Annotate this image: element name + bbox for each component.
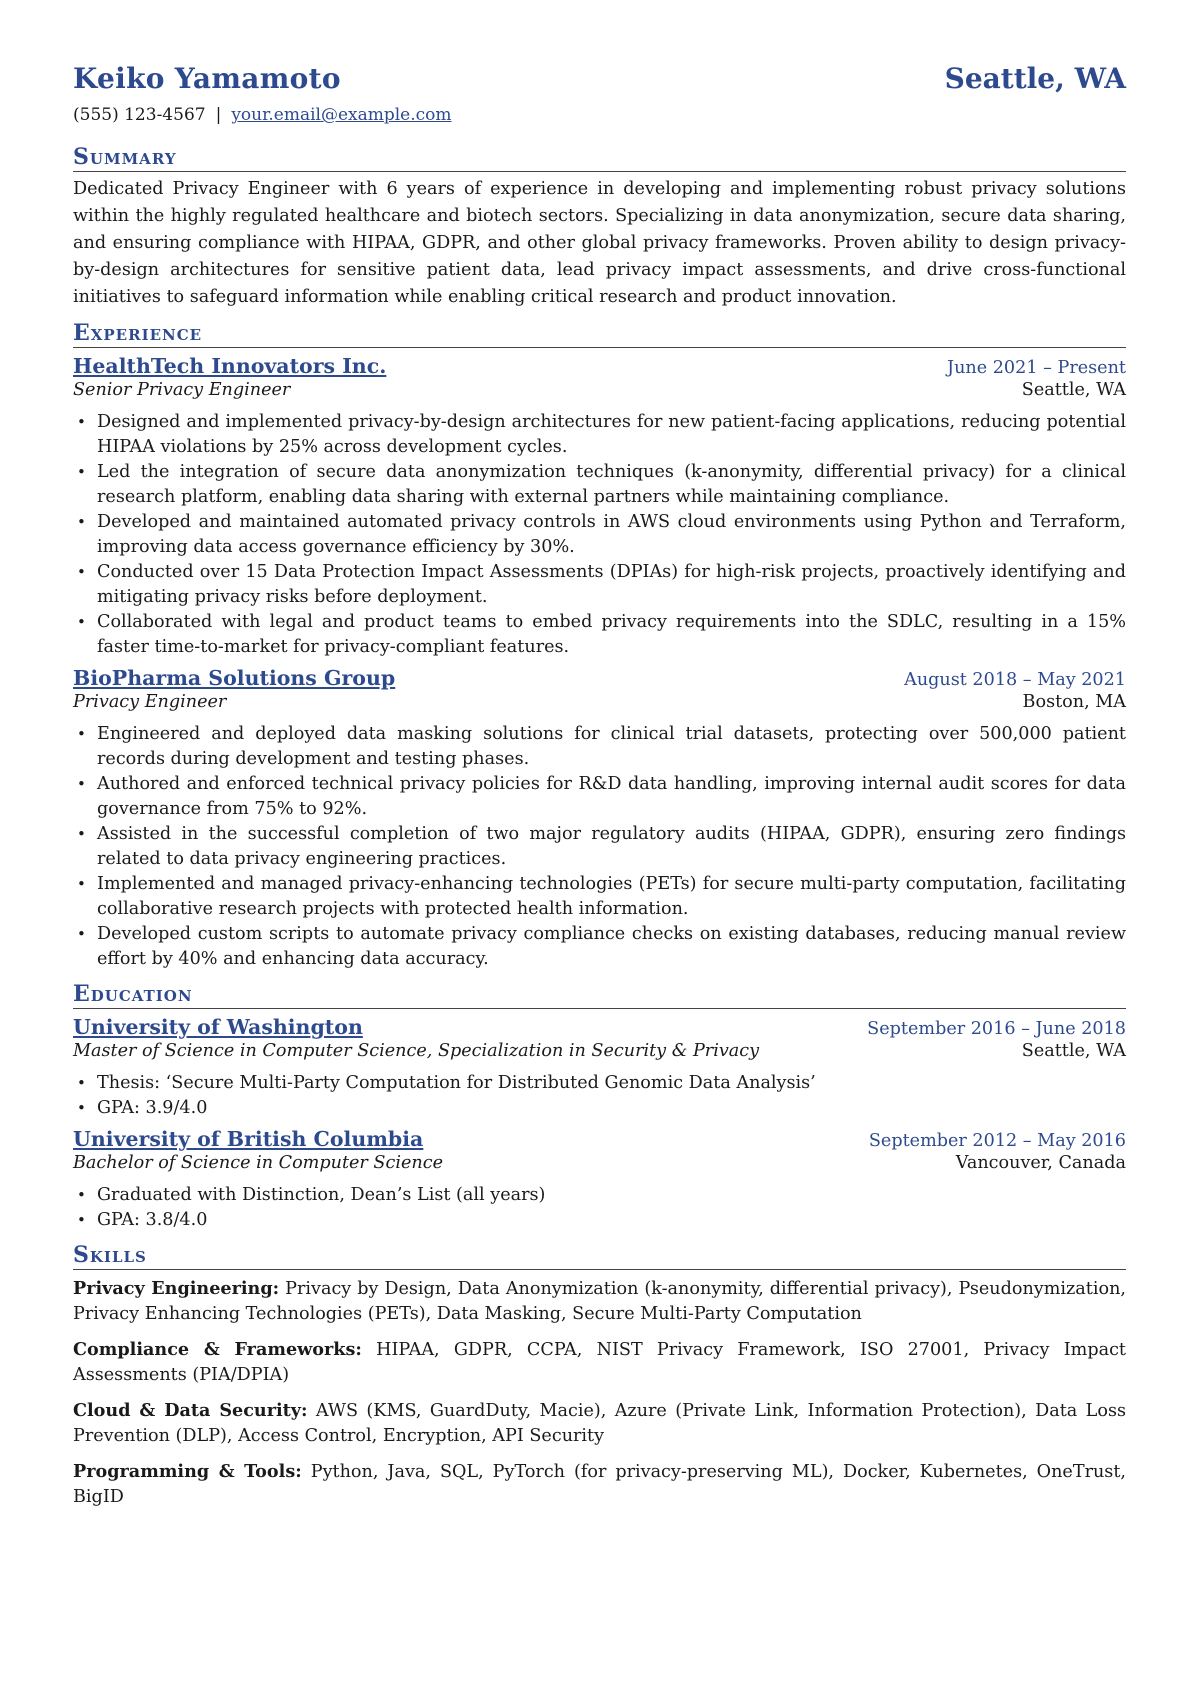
school-link[interactable]: University of British Columbia [73, 1127, 424, 1151]
skill-category: Compliance & Frameworks: [73, 1339, 362, 1360]
skill-category: Cloud & Data Security: [73, 1400, 308, 1421]
skills-list [73, 1276, 1126, 1510]
list-item: • Collaborated with legal and product teams to embed privacy requirements into the SDLC, resulting in a 15% faster time-to-market for privacy-compliant features. [73, 610, 1126, 660]
list-item: • GPA: 3.9/4.0 [73, 1096, 1126, 1121]
skill-row [73, 1398, 1126, 1449]
skill-items: Privacy by Design, Data Anonymization (k-anonymity, differential privacy), Pseudonymization, Privacy Enhancing Technologies (PETs), Data Masking, Secure Multi-Party Computation [73, 1279, 1127, 1324]
employer-link[interactable]: BioPharma Solutions Group [73, 666, 396, 690]
skill-items: HIPAA, GDPR, CCPA, NIST Privacy Framework, ISO 27001, Privacy Impact Assessments (PIA/DPIA) [73, 1340, 1126, 1385]
school-location: Vancouver, Canada [955, 1153, 1126, 1173]
job-title: Privacy Engineer [73, 692, 227, 712]
education-entry [73, 1015, 1126, 1121]
list-item: • Graduated with Distinction, Dean’s List (all years) [73, 1183, 1126, 1208]
school-location: Seattle, WA [1021, 1041, 1126, 1061]
list-item: • Designed and implemented privacy-by-design architectures for new patient-facing applications, reducing potential HIPAA violations by 25% across development cycles. [73, 410, 1126, 460]
education-dates: September 2016 – June 2018 [867, 1019, 1126, 1039]
list-item: • Developed and maintained automated privacy controls in AWS cloud environments using Python and Terraform, improving data access governance efficiency by 30%. [73, 510, 1126, 560]
degree: Master of Science in Computer Science, Specialization in Security & Privacy [73, 1041, 760, 1061]
section-title-summary: Summary [73, 143, 1126, 172]
list-item: • Led the integration of secure data anonymization techniques (k-anonymity, differential privacy) for a clinical research platform, enabling data sharing with external partners while maintaining compliance. [73, 460, 1126, 510]
list-item: • Developed custom scripts to automate privacy compliance checks on existing databases, reducing manual review effort by 40% and enhancing data accuracy. [73, 922, 1126, 972]
experience-entry [73, 666, 1126, 972]
degree: Bachelor of Science in Computer Science [73, 1153, 443, 1173]
list-item: • Engineered and deployed data masking solutions for clinical trial datasets, protecting over 500,000 patient records during development and testing phases. [73, 722, 1126, 772]
skill-row [73, 1276, 1126, 1327]
resume-page [73, 62, 1126, 1510]
contact-line [73, 105, 1126, 125]
candidate-name: Keiko Yamamoto [73, 62, 341, 95]
job-title: Senior Privacy Engineer [73, 380, 291, 400]
experience-bullets [73, 410, 1126, 660]
phone-number: (555) 123-4567 [73, 105, 206, 125]
job-location: Seattle, WA [1021, 380, 1126, 400]
employment-dates: June 2021 – Present [947, 358, 1126, 378]
skill-row [73, 1337, 1126, 1388]
candidate-location: Seattle, WA [944, 62, 1126, 95]
section-title-education: Education [73, 980, 1126, 1009]
list-item: • Implemented and managed privacy-enhancing technologies (PETs) for secure multi-party computation, facilitating collaborative research projects with protected health information. [73, 872, 1126, 922]
job-location: Boston, MA [1022, 692, 1126, 712]
list-item: • Assisted in the successful completion of two major regulatory audits (HIPAA, GDPR), ensuring zero findings related to data privacy engineering practices. [73, 822, 1126, 872]
experience-bullets [73, 722, 1126, 972]
resume-header [73, 62, 1126, 95]
list-item: • Thesis: ‘Secure Multi-Party Computation for Distributed Genomic Data Analysis’ [73, 1071, 1126, 1096]
list-item: • GPA: 3.8/4.0 [73, 1208, 1126, 1233]
email-link[interactable]: your.email@example.com [231, 105, 452, 125]
skill-items: AWS (KMS, GuardDuty, Macie), Azure (Private Link, Information Protection), Data Loss Prevention (DLP), Access Control, Encryption, API Security [73, 1401, 1127, 1446]
section-title-skills: Skills [73, 1241, 1126, 1270]
list-item: • Authored and enforced technical privacy policies for R&D data handling, improving internal audit scores for data governance from 75% to 92%. [73, 772, 1126, 822]
skill-items: Python, Java, SQL, PyTorch (for privacy-preserving ML), Docker, Kubernetes, OneTrust, BigID [73, 1462, 1126, 1507]
education-bullets [73, 1071, 1126, 1121]
summary-text: Dedicated Privacy Engineer with 6 years of experience in developing and implementing robust privacy solutions within the highly regulated healthcare and biotech sectors. Specializing in data anonymization, secure data sharing, and ensuring compliance with HIPAA, GDPR, and other global privacy frameworks. Proven ability to design privacy-by-design architectures for sensitive patient data, lead privacy impact assessments, and drive cross-functional initiatives to safeguard information while enabling critical research and product innovation. [73, 179, 1126, 307]
education-entry [73, 1127, 1126, 1233]
skill-category: Programming & Tools: [73, 1461, 302, 1482]
skill-category: Privacy Engineering: [73, 1278, 280, 1299]
experience-entry [73, 354, 1126, 660]
employment-dates: August 2018 – May 2021 [904, 670, 1126, 690]
list-item: • Conducted over 15 Data Protection Impact Assessments (DPIAs) for high-risk projects, proactively identifying and mitigating privacy risks before deployment. [73, 560, 1126, 610]
section-title-experience: Experience [73, 319, 1126, 348]
school-link[interactable]: University of Washington [73, 1015, 363, 1039]
contact-separator: | [215, 105, 222, 125]
employer-link[interactable]: HealthTech Innovators Inc. [73, 354, 387, 378]
skill-row [73, 1459, 1126, 1510]
education-dates: September 2012 – May 2016 [868, 1131, 1126, 1151]
education-bullets [73, 1183, 1126, 1233]
